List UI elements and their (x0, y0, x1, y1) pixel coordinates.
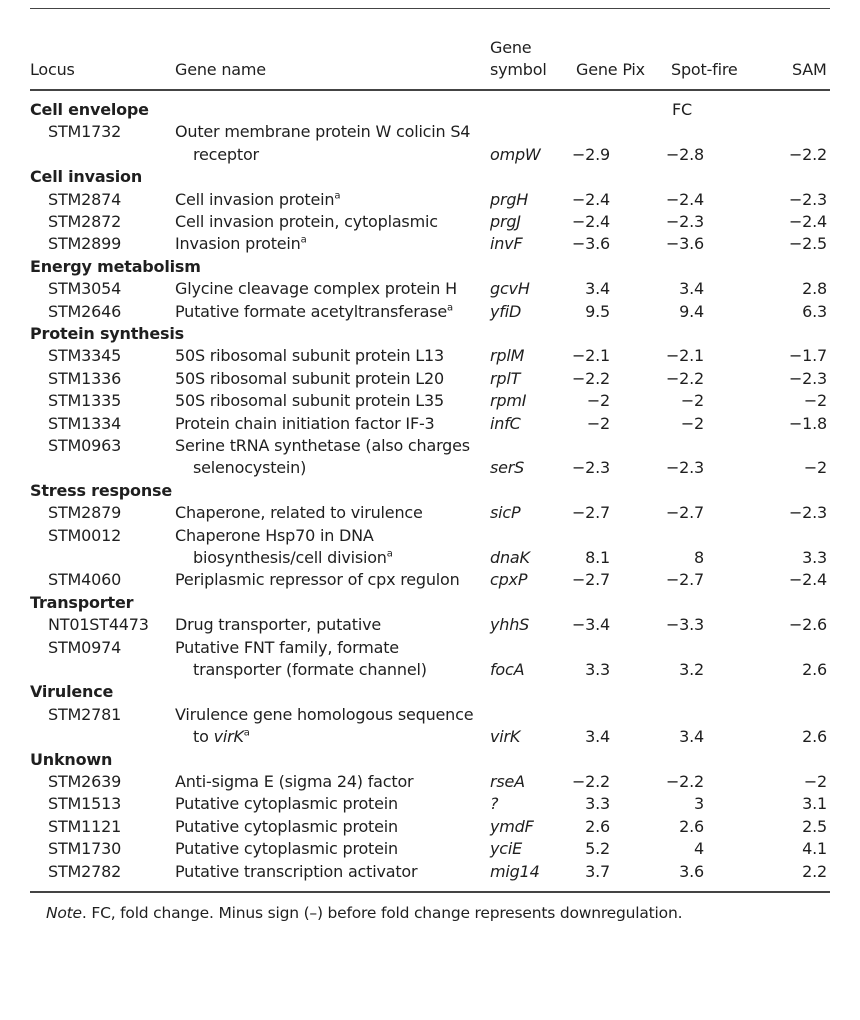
spotfire-value: −2.3 (665, 212, 704, 231)
locus-cell: STM2639 (48, 772, 122, 791)
table-note (46, 902, 682, 924)
gene-name-text: selenocystein) (193, 458, 307, 478)
locus-cell: STM0963 (48, 436, 122, 455)
spotfire-value: 2.6 (679, 816, 704, 836)
gene-symbol-cell: rseA (490, 772, 525, 791)
gene-name-cell (175, 233, 307, 255)
gene-pix-value: −2.4 (571, 189, 610, 209)
gene-name-text: Serine tRNA synthetase (also charges (175, 436, 470, 455)
sam-value: −2 (803, 772, 827, 791)
gene-name-text: 50S ribosomal subunit protein L35 (175, 391, 444, 411)
gene-symbol-cell: dnaK (490, 548, 530, 567)
section-heading: Stress response (30, 480, 173, 500)
locus-cell: STM1730 (48, 839, 122, 859)
gene-name-cell (175, 390, 444, 412)
gene-symbol-cell: yhhS (490, 615, 530, 635)
note-label: Note (46, 904, 82, 922)
footnote-marker: a (300, 235, 307, 247)
gene-pix-value: −3.4 (571, 615, 610, 635)
gene-name-text: Chaperone, related to virulence (175, 503, 423, 523)
header-gene-pix: Gene Pix (576, 60, 645, 79)
section-heading: Energy metabolism (30, 256, 201, 276)
gene-name-text: Cell invasion protein, cytoplasmic (175, 212, 438, 231)
gene-name-cell (193, 726, 250, 748)
gene-symbol-cell: ompW (490, 144, 541, 164)
gene-name-text: Virulence gene homologous sequence (175, 704, 474, 724)
gene-symbol-cell: ? (490, 794, 499, 814)
header-gene-symbol-line2: symbol (490, 60, 547, 79)
locus-cell: STM3054 (48, 279, 122, 299)
header-locus: Locus (30, 60, 75, 79)
locus-cell: STM1335 (48, 391, 122, 411)
note-text: . FC, fold change. Minus sign (–) before fold change represents downregulation. (81, 904, 683, 922)
gene-name-text: Putative FNT family, formate (175, 637, 399, 657)
sam-value: −2 (803, 391, 827, 411)
gene-name-cell (175, 121, 470, 143)
spotfire-value: 3.6 (679, 861, 704, 881)
gene-symbol-cell: mig14 (490, 861, 540, 881)
sam-value: 2.5 (802, 816, 827, 836)
gene-name-cell (175, 368, 444, 390)
gene-name-text: Putative cytoplasmic protein (175, 816, 398, 836)
gene-name-text: Outer membrane protein W colicin S4 (175, 122, 471, 142)
gene-name-cell (175, 345, 444, 367)
locus-cell: STM2781 (48, 704, 122, 724)
gene-name-text: Putative cytoplasmic protein (175, 794, 398, 814)
gene-name-cell (175, 189, 340, 211)
spotfire-value: −2.7 (665, 503, 704, 523)
locus-cell: STM2872 (48, 212, 122, 231)
section-heading: Cell invasion (30, 167, 143, 187)
gene-name-text: Invasion protein (175, 234, 301, 254)
gene-name-text: to (193, 727, 214, 747)
locus-cell: STM2782 (48, 861, 122, 881)
header-gene-symbol-line1: Gene (490, 38, 532, 57)
section-heading: Cell envelope (30, 100, 149, 119)
sam-value: 3.1 (802, 794, 827, 814)
gene-symbol-cell: virK (490, 727, 521, 747)
sam-value: 2.8 (802, 279, 827, 299)
fc-label: FC (672, 100, 692, 119)
sam-value: 4.1 (802, 839, 827, 859)
gene-name-cell (175, 301, 453, 323)
gene-pix-value: 3.7 (585, 861, 610, 881)
gene-pix-value: −2.9 (571, 144, 610, 164)
gene-name-text: Chaperone Hsp70 in DNA (175, 525, 374, 545)
gene-name-cell (175, 525, 374, 547)
spotfire-value: 9.4 (679, 301, 704, 321)
section-heading: Transporter (30, 592, 134, 612)
locus-cell: STM2899 (48, 234, 122, 254)
sam-value: −2.2 (788, 144, 827, 164)
spotfire-value: −3.6 (665, 234, 704, 254)
footnote-marker: a (447, 302, 453, 314)
bottom-rule (30, 891, 830, 893)
footnote-marker: a (386, 548, 393, 560)
gene-name-text: Periplasmic repressor of cpx regulon (175, 570, 460, 590)
gene-name-cell (175, 816, 398, 838)
header-spotfire: Spot-fire (671, 60, 738, 79)
sam-value: −2.4 (788, 212, 827, 231)
spotfire-value: 3.4 (679, 279, 704, 299)
spotfire-value: 8 (694, 548, 704, 567)
gene-symbol-cell: cpxP (490, 570, 528, 590)
spotfire-value: −2.7 (665, 570, 704, 590)
gene-name-cell (175, 435, 470, 457)
gene-name-cell (175, 637, 399, 659)
spotfire-value: −2.2 (665, 368, 704, 388)
gene-name-italic: virK (213, 727, 244, 747)
header-sam: SAM (792, 60, 827, 79)
spotfire-value: −3.3 (665, 615, 704, 635)
gene-pix-value: 3.3 (585, 660, 610, 679)
sam-value: −2.4 (788, 570, 827, 590)
gene-name-cell (175, 793, 398, 815)
gene-symbol-cell: prgJ (490, 212, 521, 231)
gene-pix-value: −2.7 (571, 503, 610, 523)
gene-pix-value: 5.2 (585, 839, 610, 859)
locus-cell: STM1732 (48, 122, 122, 142)
locus-cell: NT01ST4473 (48, 615, 149, 635)
sam-value: 2.6 (802, 727, 827, 747)
gene-name-cell (193, 144, 259, 166)
gene-pix-value: 3.4 (585, 727, 610, 747)
locus-cell: STM4060 (48, 570, 122, 590)
spotfire-value: 3.2 (679, 660, 704, 679)
gene-symbol-cell: rplT (490, 368, 521, 388)
gene-pix-value: −2 (586, 413, 610, 433)
footnote-marker: a (243, 727, 250, 739)
section-heading: Unknown (30, 749, 113, 769)
gene-name-text: 50S ribosomal subunit protein L13 (175, 346, 444, 366)
spotfire-value: −2.4 (665, 189, 704, 209)
spotfire-value: −2.8 (665, 144, 704, 164)
sam-value: 2.6 (802, 660, 827, 679)
spotfire-value: −2.3 (665, 458, 704, 478)
locus-cell: STM0974 (48, 637, 122, 657)
gene-name-text: Cell invasion protein (175, 189, 335, 209)
gene-name-cell (175, 211, 438, 233)
gene-name-cell (175, 704, 473, 726)
gene-symbol-cell: rplM (490, 346, 525, 366)
gene-pix-value: −2 (586, 391, 610, 411)
section-heading: Virulence (30, 682, 114, 702)
gene-name-text: Drug transporter, putative (175, 615, 382, 635)
sam-value: −2.3 (788, 368, 827, 388)
gene-name-cell (175, 771, 413, 793)
footnote-marker: a (334, 190, 341, 202)
gene-pix-value: −2.4 (571, 212, 610, 231)
top-rule (30, 8, 830, 9)
spotfire-value: −2 (680, 413, 704, 433)
gene-name-cell (175, 502, 423, 524)
gene-pix-value: 9.5 (585, 301, 610, 321)
sam-value: −2.5 (788, 234, 827, 254)
gene-symbol-cell: rpmI (490, 391, 527, 411)
gene-pix-value: 3.4 (585, 279, 610, 299)
gene-name-text: 50S ribosomal subunit protein L20 (175, 368, 444, 388)
gene-symbol-cell: gcvH (490, 279, 530, 299)
spotfire-value: −2 (680, 391, 704, 411)
gene-pix-value: −2.3 (571, 458, 610, 478)
sam-value: −2.3 (788, 503, 827, 523)
sam-value: −1.8 (788, 413, 827, 433)
locus-cell: STM2874 (48, 189, 122, 209)
gene-symbol-cell: serS (490, 458, 525, 478)
sam-value: −2.6 (788, 615, 827, 635)
gene-name-text: Anti-sigma E (sigma 24) factor (175, 772, 414, 791)
gene-name-text: receptor (193, 144, 259, 164)
gene-name-text: transporter (formate channel) (193, 660, 427, 679)
sam-value: −2 (803, 458, 827, 478)
gene-pix-value: 8.1 (585, 548, 610, 567)
gene-symbol-cell: invF (490, 234, 523, 254)
spotfire-value: −2.1 (665, 346, 704, 366)
locus-cell: STM1334 (48, 413, 122, 433)
gene-name-cell (175, 614, 381, 636)
spotfire-value: 4 (694, 839, 704, 859)
gene-name-text: biosynthesis/cell division (193, 548, 387, 567)
gene-name-cell (175, 861, 417, 883)
gene-name-text: Putative formate acetyltransferase (175, 301, 448, 321)
gene-name-cell (193, 659, 427, 681)
locus-cell: STM1336 (48, 368, 122, 388)
gene-pix-value: −2.1 (571, 346, 610, 366)
spotfire-value: −2.2 (665, 772, 704, 791)
section-heading: Protein synthesis (30, 324, 184, 343)
locus-cell: STM1513 (48, 794, 122, 814)
gene-symbol-cell: sicP (490, 503, 521, 523)
gene-pix-value: −3.6 (571, 234, 610, 254)
sam-value: −1.7 (788, 346, 827, 366)
gene-symbol-cell: prgH (490, 189, 529, 209)
gene-symbol-cell: ymdF (490, 816, 534, 836)
gene-name-cell (193, 457, 306, 479)
gene-name-cell (193, 547, 393, 569)
header-gene-name: Gene name (175, 60, 266, 79)
gene-pix-value: 3.3 (585, 794, 610, 814)
gene-name-cell (175, 278, 457, 300)
sam-value: 3.3 (802, 548, 827, 567)
gene-name-cell (175, 569, 460, 591)
spotfire-value: 3 (694, 794, 704, 814)
gene-symbol-cell: yciE (490, 839, 523, 859)
gene-symbol-cell: infC (490, 413, 521, 433)
header-rule (30, 89, 830, 91)
locus-cell: STM3345 (48, 346, 122, 366)
locus-cell: STM2879 (48, 503, 122, 523)
sam-value: 2.2 (802, 861, 827, 881)
gene-name-text: Glycine cleavage complex protein H (175, 279, 457, 299)
locus-cell: STM0012 (48, 525, 122, 545)
gene-name-text: Protein chain initiation factor IF-3 (175, 413, 435, 433)
gene-pix-value: −2.7 (571, 570, 610, 590)
spotfire-value: 3.4 (679, 727, 704, 747)
gene-name-cell (175, 838, 398, 860)
locus-cell: STM1121 (48, 816, 122, 836)
gene-symbol-cell: focA (490, 660, 525, 679)
gene-pix-value: −2.2 (571, 368, 610, 388)
gene-name-text: Putative cytoplasmic protein (175, 839, 398, 859)
gene-name-text: Putative transcription activator (175, 861, 418, 881)
gene-symbol-cell: yfiD (490, 301, 522, 321)
gene-name-cell (175, 413, 435, 435)
locus-cell: STM2646 (48, 301, 122, 321)
sam-value: 6.3 (802, 301, 827, 321)
gene-pix-value: 2.6 (585, 816, 610, 836)
sam-value: −2.3 (788, 189, 827, 209)
gene-pix-value: −2.2 (571, 772, 610, 791)
